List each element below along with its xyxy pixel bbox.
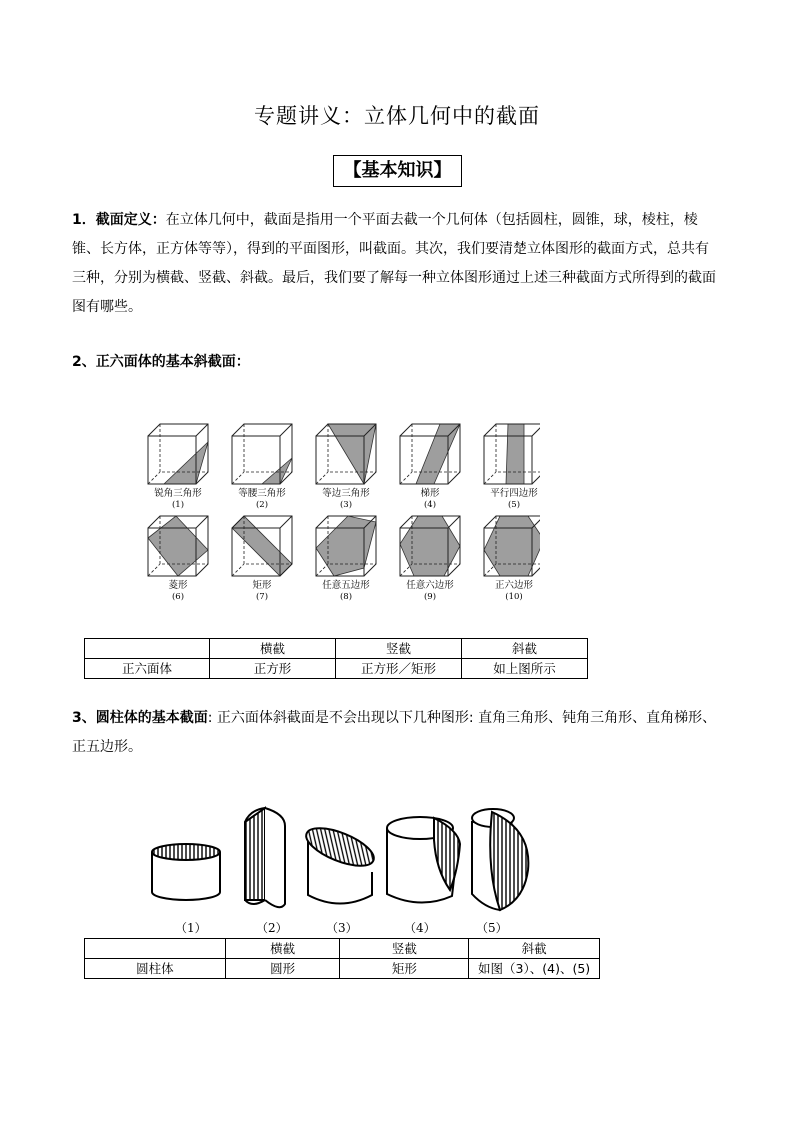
table-row xyxy=(85,959,600,979)
definition-text: 在立体几何中，截面是指用一个平面去截一个几何体（包括圆柱，圆锥，球，棱柱，棱锥、长方体，正方体等等），得到的平面图形，叫截面。其次，我们要清楚立体图形的截面方式，总共有三种，分别为横截、竖截、斜截。最后，我们要了解每一种立体图形通过上述三种截面方式所得到的截面图有哪些。 xyxy=(72,212,716,315)
cylinder-2 xyxy=(245,808,285,907)
table-cell: 横截 xyxy=(225,939,340,959)
table-cell: 圆柱体 xyxy=(85,959,226,979)
table-cell: 正方形／矩形 xyxy=(335,659,461,679)
cube-caption-name: 锐角三角形 xyxy=(154,488,202,499)
table-cell: 矩形 xyxy=(340,959,469,979)
cube-section-item xyxy=(400,424,460,510)
table-cell: 圆形 xyxy=(225,959,340,979)
cube-section-item xyxy=(316,424,376,510)
cube-caption-number: (7) xyxy=(255,592,269,602)
cube-caption-number: (4) xyxy=(423,500,437,510)
table-cell: 正方形 xyxy=(210,659,336,679)
cube-section-item xyxy=(484,424,540,510)
cyl-caption-2: （2） xyxy=(256,921,288,935)
section-heading: 【基本知识】 xyxy=(333,155,462,187)
cube-caption-name: 矩形 xyxy=(252,580,272,591)
table-header-row xyxy=(85,939,600,959)
cube-table xyxy=(84,638,588,679)
cyl-caption-1: （1） xyxy=(175,921,207,935)
cube-caption-name: 菱形 xyxy=(168,580,188,591)
cube-caption-number: (2) xyxy=(255,500,269,510)
cylinder-5 xyxy=(472,809,528,910)
cylinder-3 xyxy=(301,821,378,904)
cube-section-item xyxy=(400,516,460,602)
cube-section-item xyxy=(316,516,376,602)
cube-caption-number: (6) xyxy=(171,592,185,602)
cylinder-table xyxy=(84,938,600,979)
cylinder-text: : 正六面体斜截面是不会出现以下几种图形: 直角三角形、钝角三角形、直角梯形、正五边形。 xyxy=(72,710,717,755)
table-cell xyxy=(85,639,210,659)
paragraph-cylinder xyxy=(72,704,722,762)
cyl-caption-5: （5） xyxy=(476,921,508,935)
cyl-caption-4: （4） xyxy=(404,921,436,935)
cube-heading-label: 2、正六面体的基本斜截面： xyxy=(72,354,250,370)
cube-caption-name: 平行四边形 xyxy=(490,488,538,499)
table-cell: 正六面体 xyxy=(85,659,210,679)
table-row xyxy=(85,659,588,679)
cube-caption-name: 等腰三角形 xyxy=(238,488,286,499)
page-title: 专题讲义：立体几何中的截面 xyxy=(254,104,540,128)
cube-caption-number: (8) xyxy=(339,592,353,602)
cube-caption-name: 正六边形 xyxy=(494,580,534,591)
table-cell: 斜截 xyxy=(461,639,587,659)
cube-caption-number: (3) xyxy=(339,500,353,510)
cyl-caption-3: （3） xyxy=(326,921,358,935)
cube-caption-number: (10) xyxy=(505,592,523,602)
cylinder-heading-label: 3、圆柱体的基本截面 xyxy=(72,710,208,726)
definition-label: 1．截面定义： xyxy=(72,212,166,228)
cube-section-item xyxy=(148,516,208,602)
cube-section-item xyxy=(484,516,540,602)
table-cell: 如图（3）、(4)、(5) xyxy=(469,959,600,979)
cube-caption-number: (9) xyxy=(423,592,437,602)
table-cell: 竖截 xyxy=(335,639,461,659)
paragraph-cube-heading xyxy=(72,348,722,377)
cylinder-4 xyxy=(387,817,460,903)
cube-caption-number: (5) xyxy=(507,500,521,510)
cube-caption-name: 任意六边形 xyxy=(406,580,454,591)
table-cell xyxy=(85,939,226,959)
paragraph-definition xyxy=(72,206,722,322)
cube-sections-figure xyxy=(140,418,540,608)
table-cell: 如上图所示 xyxy=(461,659,587,679)
table-cell: 竖截 xyxy=(340,939,469,959)
table-cell: 横截 xyxy=(210,639,336,659)
cube-section-item xyxy=(148,424,208,510)
cube-caption-name: 梯形 xyxy=(420,488,440,499)
cube-caption-number: (1) xyxy=(171,500,185,510)
cube-section-item xyxy=(232,424,292,510)
table-header-row xyxy=(85,639,588,659)
cylinder-sections-figure xyxy=(140,800,550,940)
cube-caption-name: 等边三角形 xyxy=(322,488,370,499)
cylinder-1 xyxy=(152,844,220,900)
cube-caption-name: 任意五边形 xyxy=(322,580,370,591)
table-cell: 斜截 xyxy=(469,939,600,959)
cube-section-item xyxy=(232,516,292,602)
